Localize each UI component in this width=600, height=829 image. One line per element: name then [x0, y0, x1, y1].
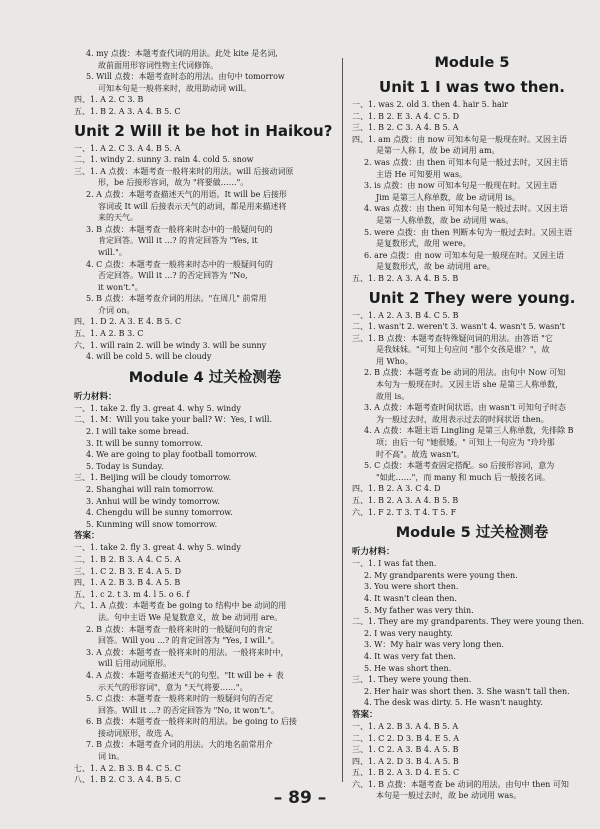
left-column	[74, 48, 336, 786]
answer-line: 5. Will 点拨：本题考查时态的用法。由句中 tomorrow	[86, 72, 285, 82]
answer-line: 是第一人称单数，故 be 动词用 was。	[376, 215, 514, 225]
answer-line: 一、1. take 2. fly 3. great 4. why 5. windy	[74, 403, 241, 413]
answer-line: 回答。Will you ...? 的肯定回答为 "Yes, I will."。	[98, 636, 279, 646]
answer-line: 本句是一般过去时，故 be 动词用 was。	[376, 791, 522, 801]
answer-line: 三、1. B 点拨：本题考查特殊疑问词的用法。由答语 "它	[352, 333, 553, 343]
answer-line: 4. my 点拨：本题考查代词的用法。此处 kite 是名词,	[86, 49, 278, 58]
answer-line: 7. B 点拨：本题考查介词的用法。大的地名前常用介	[86, 740, 273, 750]
answer-line: 三、1. A 点拨：本题考查一般将来时的用法。will 后接动词原	[74, 166, 294, 176]
answer-line: 本句为一般现在时。又因主语 she 是第三人称单数，	[376, 380, 564, 390]
answer-line: 二、1. B 2. B 3. A 4. C 5. A	[74, 554, 181, 564]
answer-line: 介词 on。	[98, 305, 135, 315]
answer-line: 2. I will take some bread.	[86, 427, 189, 437]
section-heading: 答案：	[352, 709, 378, 720]
answer-line: 用 Who。	[376, 356, 413, 366]
answer-line: 是我妹妹。"可知上句应问 "那个女孩是谁？"，故	[376, 345, 550, 355]
answer-line: 3. It will be sunny tomorrow.	[86, 438, 203, 448]
answer-line: 5. Today is Sunday.	[86, 461, 164, 471]
answer-line: 4. It was very fat then.	[364, 651, 456, 661]
section-heading: Unit 1 I was two then.	[379, 78, 565, 96]
answer-line: 3. You were short then.	[364, 582, 459, 592]
answer-line: 2. I was very naughty.	[364, 628, 453, 638]
answer-line: 二、1. M：Will you take your ball? W：Yes, I will.	[74, 415, 273, 425]
answer-line: 法。句中主语 We 是复数意义，故 be 动词用 are。	[98, 612, 283, 622]
answer-line: 2. Shanghai will rain tomorrow.	[86, 485, 215, 494]
answer-line: 三、1. B 2. C 3. A 4. B 5. A	[352, 123, 459, 133]
answer-line: 一、1. A 2. A 3. B 4. C 5. B	[352, 310, 459, 320]
answer-line: 来的天气。	[98, 213, 138, 223]
answer-line: 故前面用形容词性物主代词修饰。	[98, 60, 218, 70]
answer-line: Jim 是第三人称单数，故 be 动词用 is。	[376, 192, 521, 202]
section-heading: Unit 2 They were young.	[368, 288, 576, 307]
answer-line: 一、1. was 2. old 3. then 4. hair 5. hair	[352, 100, 509, 109]
answer-line: 5. B 点拨：本题考查介词的用法。"在周几" 前常用	[86, 294, 267, 304]
answer-line: 五、1. B 2. A 3. A 4. B 5. C	[74, 106, 181, 116]
answer-line: 否定回答。Will it ...? 的否定回答为 "No,	[98, 271, 248, 281]
answer-line: 2. A 点拨：本题考查描述天气的用语。It will be 后接形	[86, 189, 287, 199]
answer-line: 六、1. will rain 2. will be windy 3. will be sunny	[74, 340, 267, 350]
answer-line: 3. B 点拨：本题考查一般将来时态中的一般疑问句的	[86, 224, 273, 234]
answer-line: 一、1. I was fat then.	[352, 559, 437, 569]
section-heading: Module 5 过关检测卷	[395, 525, 549, 542]
answer-line: 4. A 点拨：本题主语 Lingling 是第三人称单数，先排除 B	[364, 426, 574, 436]
answer-line: 八、1. B 2. C 3. A 4. B 5. C	[74, 775, 181, 785]
answer-line: 5. Kunming will snow tomorrow.	[86, 519, 218, 529]
answer-line: 词 in。	[98, 752, 125, 762]
answer-line: will."。	[98, 247, 127, 257]
section-heading: 听力材料：	[352, 547, 395, 558]
answer-line: 二、1. B 2. E 3. A 4. C 5. D	[352, 111, 460, 121]
answer-line: 三、1. C 2. B 3. E 4. A 5. D	[74, 566, 182, 576]
answer-line: 五、1. B 2. A 3. A 4. B 5. B	[352, 273, 459, 283]
answer-line: 五、1. c 2. t 3. m 4. l 5. o 6. f	[74, 589, 190, 599]
answer-line: 四、1. A 2. C 3. B	[74, 95, 144, 105]
answer-line: 3. is 点拨：由 now 可知本句是一般现在时。又因主语	[364, 181, 558, 191]
section-heading: 答案：	[74, 531, 100, 542]
answer-line: 5. C 点拨：本题考查固定搭配。so 后接形容词，意为	[364, 461, 555, 471]
page-number: – 89 –	[273, 788, 327, 808]
answer-line: 4. was 点拨：由 then 可知本句是一般过去时。又因主语	[364, 204, 568, 214]
answer-line: 5. My father was very thin.	[364, 605, 474, 615]
section-heading: Module 4 过关检测卷	[128, 369, 282, 386]
answer-line: 3. A 点拨：本题考查时间状语。由 wasn't 可知句子时态	[364, 403, 566, 413]
answer-line: 2. B 点拨：本题考查 be 动词的用法。由句中 Now 可知	[364, 368, 566, 378]
answer-line: 六、1. B 点拨：本题考查 be 动词的用法。由句中 then 可知	[352, 779, 569, 789]
answer-line: 五、1. B 2. A 3. D 4. E 5. C	[352, 768, 460, 778]
answer-line: 4. It wasn't clean then.	[364, 593, 457, 603]
answer-line: 2. Her hair was short then. 3. She wasn't tall then.	[364, 686, 570, 696]
answer-line: 四、1. A 2. D 3. B 4. A 5. B	[352, 756, 459, 766]
answer-line: 六、1. F 2. T 3. T 4. T 5. F	[352, 507, 457, 517]
section-heading: Unit 2 Will it be hot in Haikou?	[74, 121, 333, 140]
answer-line: 五、1. B 2. A 3. A 4. B 5. B	[352, 496, 459, 505]
answer-line: 六、1. A 点拨：本题考查 be going to 结构中 be 动词的用	[74, 601, 287, 611]
answer-line: 三、1. They were young then.	[352, 675, 472, 685]
section-heading: Module 5	[434, 55, 510, 71]
answer-line: 4. will be cold 5. will be cloudy	[86, 352, 212, 362]
answer-line: 4. The desk was dirty. 5. He wasn't naughty.	[364, 698, 543, 708]
answer-line: 4. We are going to play football tomorrow.	[86, 450, 257, 460]
answer-line: 4. Chengdu will be sunny tomorrow.	[86, 508, 233, 518]
answer-line: 三、1. Beijing will be cloudy tomorrow.	[74, 473, 232, 483]
answer-line: will 后用动词原形。	[98, 659, 172, 669]
answer-line: 2. was 点拨：由 then 可知本句是一般过去时，又因主语	[364, 157, 568, 167]
answer-line: 4. A 点拨：本题考查描述天气的句型。"It will be + 表	[86, 670, 284, 680]
answer-line: 七、1. A 2. B 3. B 4. C 5. C	[74, 763, 181, 773]
column-divider	[342, 58, 343, 782]
answer-line: 肯定回答。Will it ...? 的肯定回答为 "Yes, it	[98, 236, 258, 246]
answer-line: 3. Anhui will be windy tomorrow.	[86, 496, 221, 506]
answer-line: 五、1. A 2. B 3. C	[74, 329, 144, 339]
answer-line: 故用 is。	[376, 391, 410, 401]
answer-line: 5. were 点拨：由 then 判断本句为一般过去时。又因主语	[364, 227, 573, 237]
answer-line: 3. A 点拨：本题考查一般将来时的用法。一般将来时中，	[86, 647, 289, 657]
answer-line: 形，be 后接形容词，故为 "将要做……"。	[98, 178, 249, 188]
answer-line: 二、1. wasn't 2. weren't 3. wasn't 4. wasn't 5. wasn't	[352, 322, 565, 332]
answer-line: 6. B 点拨：本题考查一般将来时的用法。be going to 后接	[86, 717, 297, 727]
answer-line: 5. C 点拨：本题考查一般将来时的一般疑问句的否定	[86, 694, 273, 704]
section-heading: 听力材料：	[74, 391, 117, 402]
answer-line: 3. W：My hair was very long then.	[364, 640, 504, 650]
answer-line: 4. C 点拨：本题考查一般将来时态中的一般疑问句的	[86, 259, 273, 269]
answer-line: 四、1. am 点拨：由 now 可知本句是一般现在时。又因主语	[352, 134, 567, 144]
answer-line: 5. He was short then.	[364, 663, 452, 673]
answer-line: 容词或 It will 后接表示天气的动词，都是用来描述将	[98, 201, 287, 211]
right-column	[352, 48, 592, 802]
answer-line: 四、1. D 2. A 3. E 4. B 5. C	[74, 317, 182, 327]
answer-line: 是复数形式，故 be 动词用 are。	[376, 262, 495, 272]
answer-line: 接动词原形，故选 A。	[98, 728, 179, 738]
answer-line: 是第一人称 I，故 be 动词用 am。	[376, 146, 500, 156]
answer-line: 2. My grandparents were young then.	[364, 570, 518, 580]
answer-line: 一、1. take 2. fly 3. great 4. why 5. windy	[74, 543, 241, 553]
answer-line: 二、1. windy 2. sunny 3. rain 4. cold 5. snow	[74, 155, 254, 165]
answer-line: 2. B 点拨：本题考查一般将来时的一般疑问句的肯定	[86, 624, 273, 634]
answer-line: 为一般过去时，故用表示过去的时间状语 then。	[376, 414, 549, 424]
answer-line: "如此……"，而 many 和 much 后一般接名词。	[376, 472, 550, 482]
answer-line: 回答。Will it ...? 的否定回答为 "No, it won't."。	[98, 705, 279, 715]
answer-line: 二、1. C 2. D 3. B 4. E 5. A	[352, 733, 460, 743]
answer-line: 6. are 点拨：由 now 可知本句是一般现在时。又因主语	[364, 250, 564, 260]
answer-line: 四、1. A 2. B 3. B 4. A 5. B	[74, 578, 181, 588]
answer-line: 项；由后一句 "她很矮。" 可知上一句应为 "玲玲那	[376, 438, 555, 448]
answer-line: it won't."。	[98, 282, 143, 292]
answer-line: 四、1. B 2. A 3. C 4. D	[352, 484, 441, 494]
answer-line: 时不高"。故选 wasn't。	[376, 449, 465, 459]
answer-line: 三、1. C 2. A 3. B 4. A 5. B	[352, 745, 459, 755]
answer-line: 一、1. A 2. B 3. A 4. B 5. A	[352, 721, 459, 731]
answer-line: 一、1. A 2. C 3. A 4. B 5. A	[74, 143, 181, 153]
answer-line: 是复数形式，故用 were。	[376, 239, 471, 249]
answer-line: 二、1. They are my grandparents. They were young then.	[352, 617, 585, 627]
answer-line: 可知本句是一般将来时，故用助动词 will。	[98, 83, 252, 93]
answer-line: 示天气的形容词"，意为 "天气将要……"。	[98, 682, 248, 692]
answer-line: 主语 He 可知要用 was。	[376, 169, 468, 179]
